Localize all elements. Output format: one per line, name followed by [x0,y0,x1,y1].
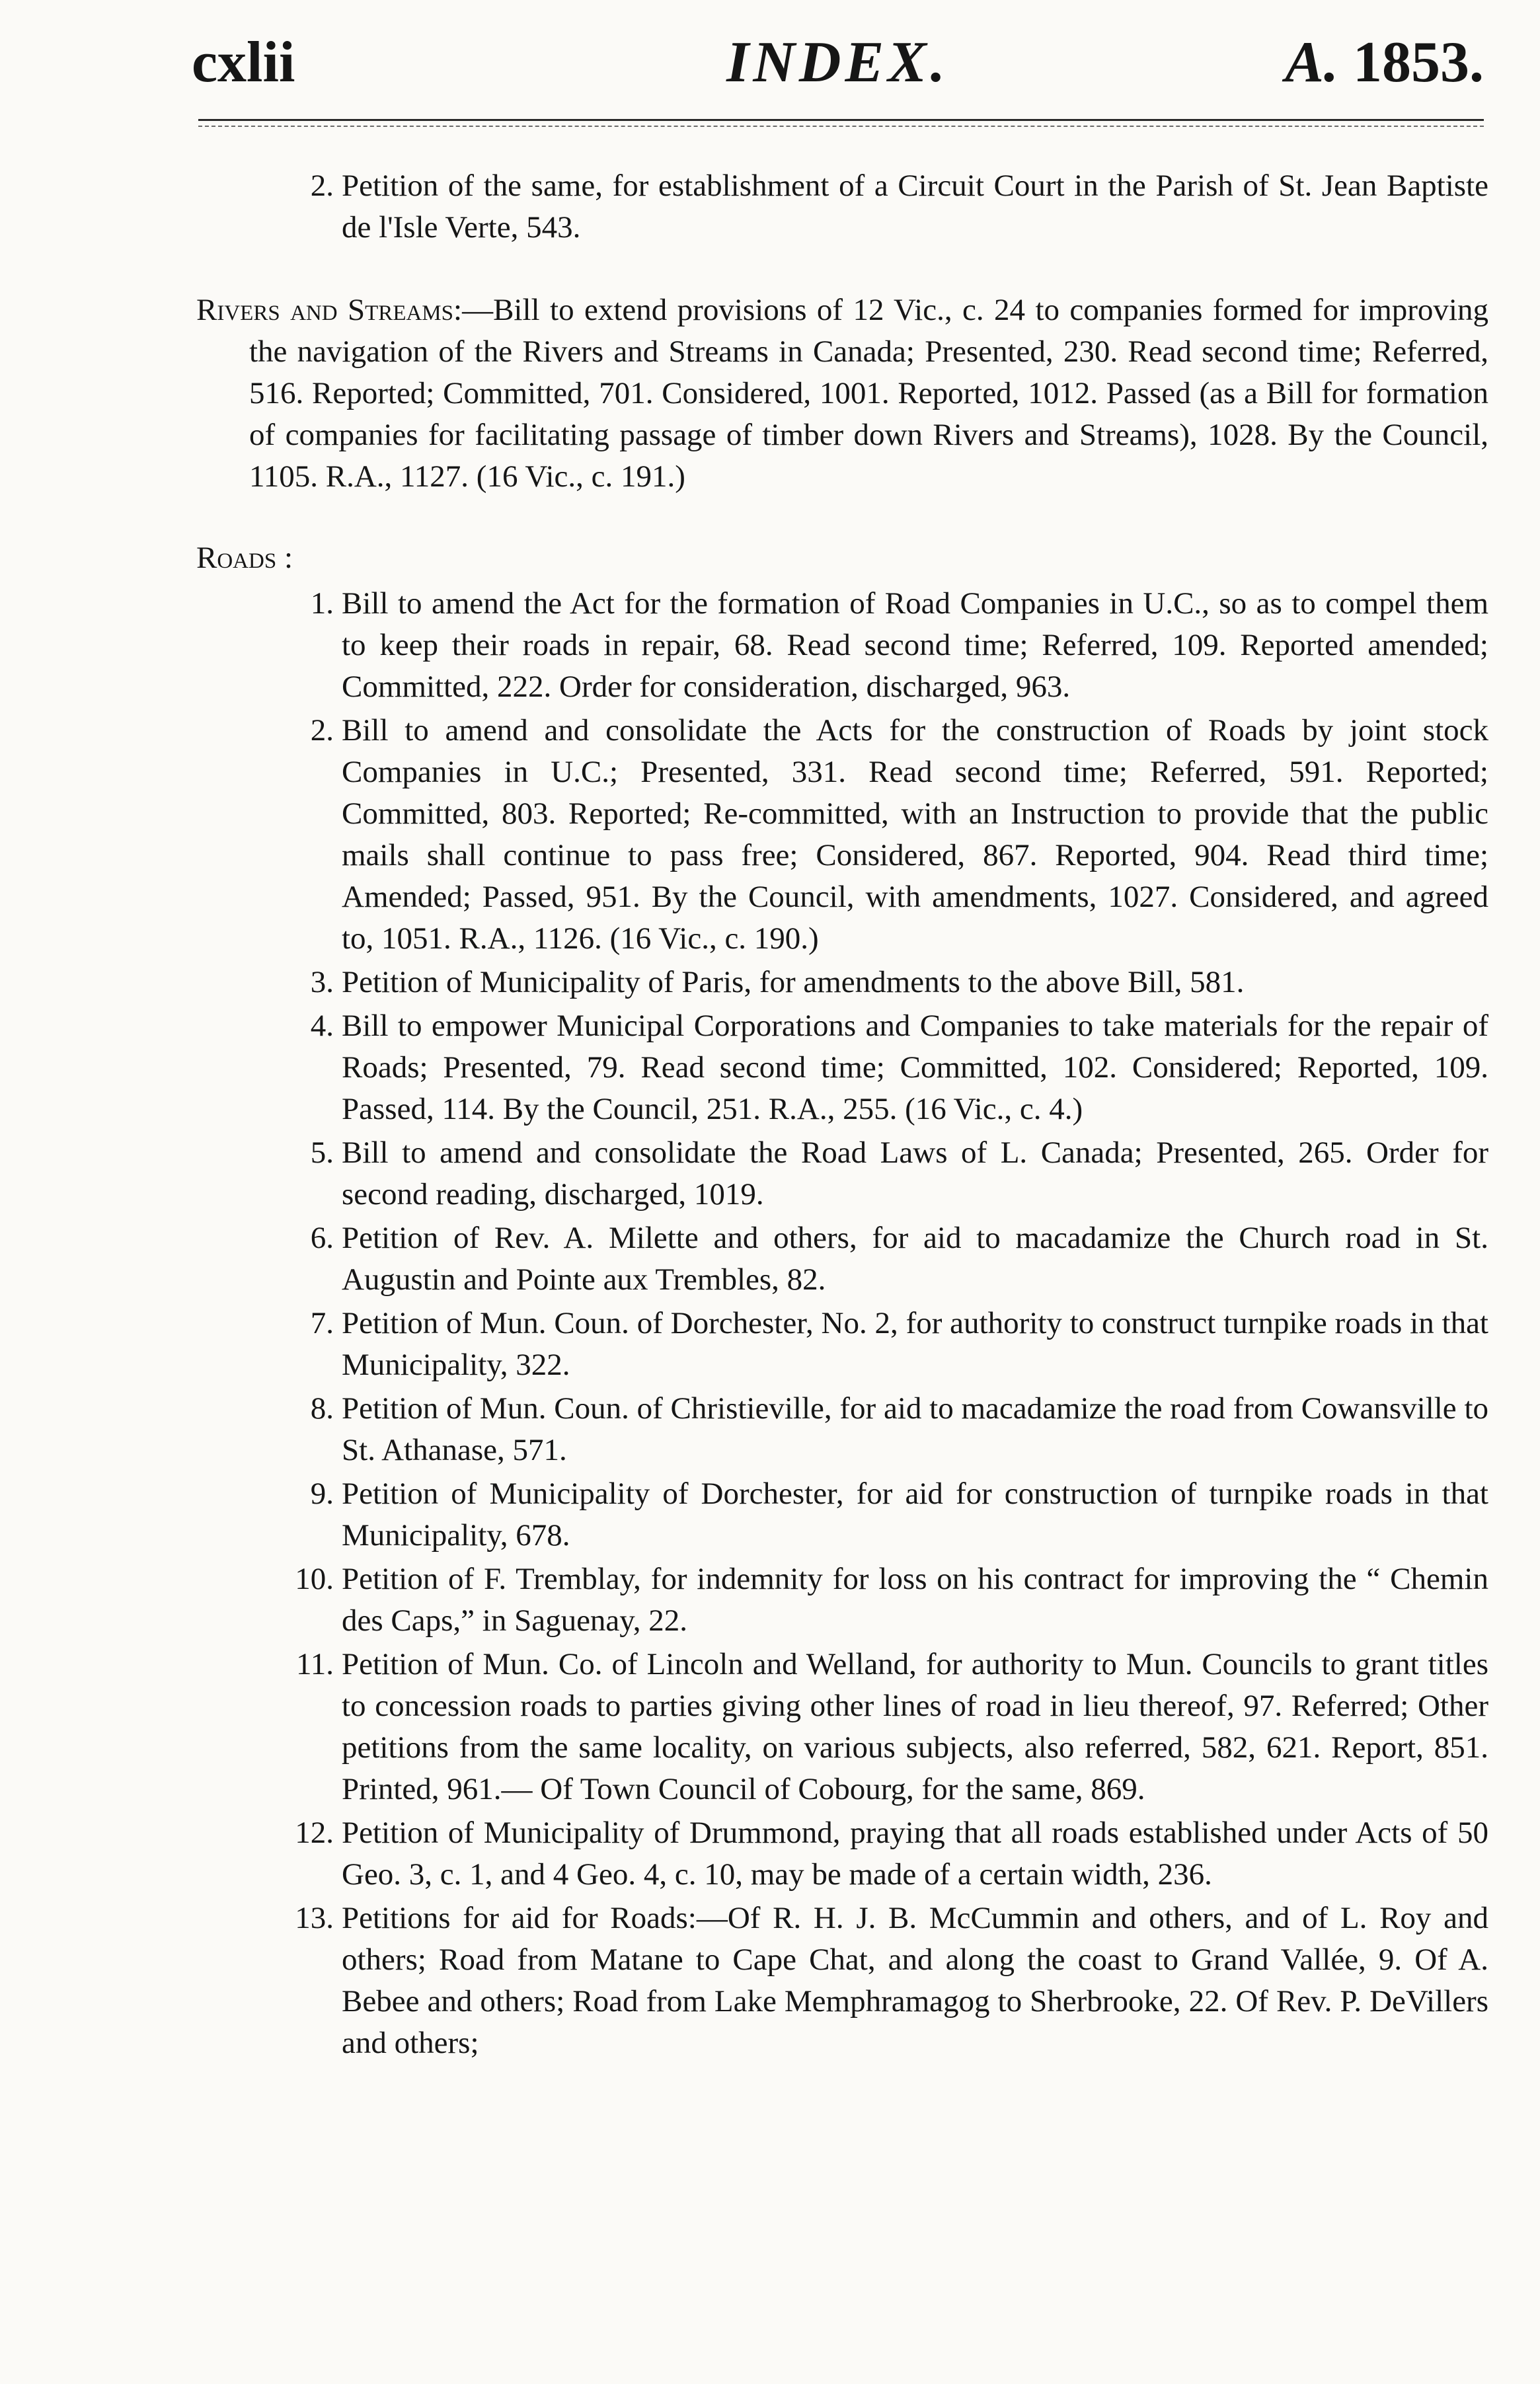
item-number: 12. [295,1816,334,1850]
item-text: Petition of Municipality of Paris, for amendments to the above Bill, 581. [342,965,1245,999]
roads-section [196,537,1488,579]
item-number: 6. [310,1221,334,1255]
list-item [196,165,1488,249]
item-number: 1. [310,586,334,621]
item-text: Petition of Municipality of Dorchester, for aid for construction of turnpike roads in that Municipality, 678. [342,1477,1488,1553]
roads-heading: Roads [196,541,277,575]
list-item [196,1388,1488,1471]
item-number: 3. [310,965,334,999]
item-text: Petition of Mun. Coun. of Dorchester, No. 2, for authority to construct turnpike roads in that Municipality, 322. [342,1306,1488,1382]
item-text: Petitions for aid for Roads:—Of R. H. J. B. McCummin and others, and of L. Roy and others; Road from Matane to Cape Chat, and along the coast to Grand Vallée, 9. Of A. Bebee and others; Road from Lake Memphramagog to Sherbrooke, 22. Of Rev. P. DeVillers and others; [342,1901,1488,2060]
list-item [196,1132,1488,1215]
item-text: Bill to amend the Act for the formation of Road Companies in U.C., so as to compel them to keep their roads in repair, 68. Read second time; Referred, 109. Reported amended; Committed, 222. Order for consideration, discharged, 963. [342,586,1488,704]
item-number: 8. [310,1391,334,1426]
rivers-text: :—Bill to extend provisions of 12 Vic., c. 24 to companies formed for improving the navigation of the Rivers and Streams in Canada; Presented, 230. Read second time; Referred, 516. Reported; Committed, 701. Considered, 1001. Reported, 1012. Passed (as a Bill for formation of companies for facilitating passage of timber down Rivers and Streams), 1028. By the Council, 1105. R.A., 1127. (16 Vic., c. 191.) [249,293,1488,494]
year-prefix: A. [1285,30,1338,95]
item-text: Petition of Rev. A. Milette and others, for aid to macadamize the Church road in St. Augustin and Pointe aux Trembles, 82. [342,1221,1488,1297]
item-number: 2. [310,169,334,203]
page-title: INDEX. [726,30,949,95]
item-text: Petition of the same, for establishment of a Circuit Court in the Parish of St. Jean Baptiste de l'Isle Verte, 543. [342,169,1488,245]
item-text: Bill to amend and consolidate the Acts for the construction of Roads by joint stock Companies in U.C.; Presented, 331. Read second time; Referred, 591. Reported; Committed, 803. Reported; Re-committed, with an Instruction to provide that the public mails shall continue to pass free; Considered, 867. Reported, 904. Read third time; Amended; Passed, 951. By the Council, with amendments, 1027. Considered, and agreed to, 1051. R.A., 1126. (16 Vic., c. 190.) [342,713,1488,956]
item-number: 7. [310,1306,334,1340]
rivers-heading: Rivers and Streams [196,293,454,327]
index-content [196,165,1488,2066]
list-item [196,1473,1488,1557]
item-number: 10. [295,1562,334,1596]
year-value: 1853. [1353,30,1484,95]
roads-heading-colon: : [276,541,293,575]
year-label [1285,26,1484,99]
item-text: Petition of Mun. Coun. of Christieville, for aid to macadamize the road from Cowansville to St. Athanase, 571. [342,1391,1488,1467]
item-number: 13. [295,1901,334,1935]
list-item [196,710,1488,960]
item-number: 9. [310,1477,334,1511]
item-text: Bill to amend and consolidate the Road Laws of L. Canada; Presented, 265. Order for second reading, discharged, 1019. [342,1135,1488,1211]
item-number: 2. [310,713,334,748]
list-item [196,1898,1488,2064]
page-header [192,26,1484,106]
list-item [196,1303,1488,1386]
item-number: 5. [310,1135,334,1170]
page-number: cxlii [192,30,295,95]
header-rule [198,119,1484,121]
list-item [196,1558,1488,1642]
item-text: Petition of Municipality of Drummond, praying that all roads established under Acts of 50 Geo. 3, c. 1, and 4 Geo. 4, c. 10, may be made of a certain width, 236. [342,1816,1488,1892]
list-item [196,1812,1488,1896]
rivers-entry [196,289,1488,498]
item-text: Petition of F. Tremblay, for indemnity for loss on his contract for improving the “ Chemin des Caps,” in Saguenay, 22. [342,1562,1488,1638]
list-item [196,962,1488,1003]
list-item [196,583,1488,708]
item-number: 11. [295,1647,334,1681]
list-item [196,1644,1488,1810]
item-text: Petition of Mun. Co. of Lincoln and Welland, for authority to Mun. Councils to grant titles to concession roads to parties giving other lines of road in lieu thereof, 97. Referred; Other petitions from the same locality, on various subjects, also referred, 582, 621. Report, 851. Printed, 961.— Of Town Council of Cobourg, for the same, 869. [342,1647,1488,1806]
item-number: 4. [310,1009,334,1043]
roads-list [196,583,1488,2064]
header-rule-dashed [198,126,1484,127]
item-text: Bill to empower Municipal Corporations and Companies to take materials for the repair of Roads; Presented, 79. Read second time; Committed, 102. Considered; Reported, 109. Passed, 114. By the Council, 251. R.A., 255. (16 Vic., c. 4.) [342,1009,1488,1126]
list-item [196,1217,1488,1301]
list-item [196,1005,1488,1130]
